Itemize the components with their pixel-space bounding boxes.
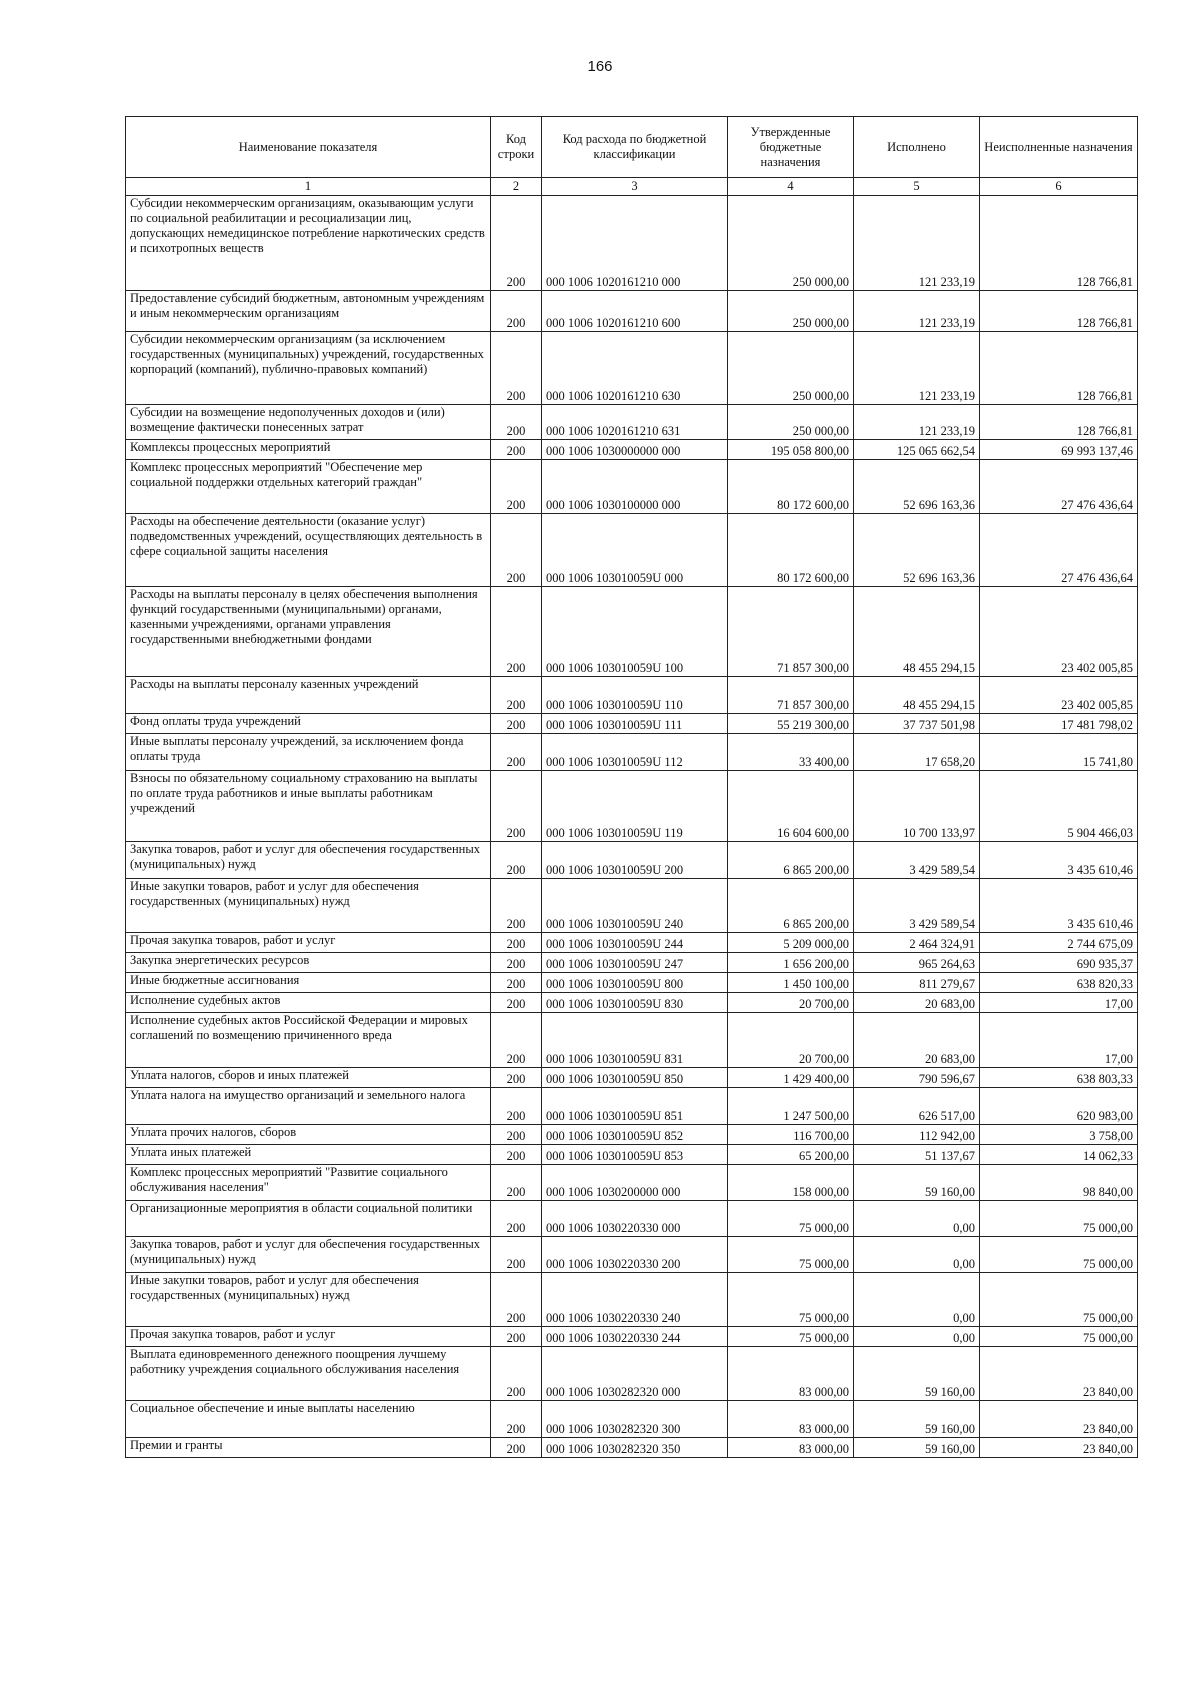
header-remaining: Неисполненные назначения (980, 117, 1138, 178)
line-code: 200 (491, 842, 542, 879)
indicator-name: Предоставление субсидий бюджетным, автономным учреждениям и иным некоммерческим организациям (126, 291, 491, 332)
header-executed: Исполнено (854, 117, 980, 178)
indicator-name: Уплата налогов, сборов и иных платежей (126, 1068, 491, 1088)
executed-amount: 48 455 294,15 (854, 587, 980, 677)
executed-amount: 10 700 133,97 (854, 771, 980, 842)
column-number: 4 (728, 178, 854, 196)
indicator-name: Иные закупки товаров, работ и услуг для обеспечения государственных (муниципальных) нужд (126, 1273, 491, 1327)
indicator-name: Уплата прочих налогов, сборов (126, 1125, 491, 1145)
remaining-amount: 23 840,00 (980, 1401, 1138, 1438)
table-row (126, 1145, 1138, 1165)
remaining-amount: 3 758,00 (980, 1125, 1138, 1145)
approved-amount: 1 656 200,00 (728, 953, 854, 973)
approved-amount: 75 000,00 (728, 1273, 854, 1327)
remaining-amount: 128 766,81 (980, 332, 1138, 405)
table-row (126, 933, 1138, 953)
remaining-amount: 5 904 466,03 (980, 771, 1138, 842)
budget-execution-table (125, 116, 1138, 1458)
budget-code: 000 1006 103010059U 111 (542, 714, 728, 734)
table-row (126, 440, 1138, 460)
indicator-name: Взносы по обязательному социальному страхованию на выплаты по оплате труда работников и иные выплаты работникам учреждений (126, 771, 491, 842)
executed-amount: 51 137,67 (854, 1145, 980, 1165)
executed-amount: 0,00 (854, 1201, 980, 1237)
remaining-amount: 98 840,00 (980, 1165, 1138, 1201)
budget-code: 000 1006 103010059U 800 (542, 973, 728, 993)
indicator-name: Иные бюджетные ассигнования (126, 973, 491, 993)
approved-amount: 65 200,00 (728, 1145, 854, 1165)
table-row (126, 1165, 1138, 1201)
page-number: 166 (587, 58, 613, 75)
executed-amount: 48 455 294,15 (854, 677, 980, 714)
remaining-amount: 75 000,00 (980, 1327, 1138, 1347)
budget-code: 000 1006 103010059U 851 (542, 1088, 728, 1125)
indicator-name: Социальное обеспечение и иные выплаты населению (126, 1401, 491, 1438)
indicator-name: Уплата иных платежей (126, 1145, 491, 1165)
approved-amount: 83 000,00 (728, 1438, 854, 1458)
executed-amount: 59 160,00 (854, 1438, 980, 1458)
budget-code: 000 1006 103010059U 240 (542, 879, 728, 933)
budget-code: 000 1006 1030100000 000 (542, 460, 728, 514)
header-indicator-name: Наименование показателя (126, 117, 491, 178)
line-code: 200 (491, 1237, 542, 1273)
indicator-name: Расходы на выплаты персоналу казенных учреждений (126, 677, 491, 714)
approved-amount: 6 865 200,00 (728, 879, 854, 933)
header-approved: Утвержденные бюджетные назначения (728, 117, 854, 178)
line-code: 200 (491, 440, 542, 460)
budget-code: 000 1006 1030220330 244 (542, 1327, 728, 1347)
remaining-amount: 3 435 610,46 (980, 879, 1138, 933)
line-code: 200 (491, 514, 542, 587)
remaining-amount: 27 476 436,64 (980, 460, 1138, 514)
approved-amount: 6 865 200,00 (728, 842, 854, 879)
budget-code: 000 1006 1030282320 350 (542, 1438, 728, 1458)
approved-amount: 5 209 000,00 (728, 933, 854, 953)
table-row (126, 953, 1138, 973)
executed-amount: 17 658,20 (854, 734, 980, 771)
indicator-name: Комплексы процессных мероприятий (126, 440, 491, 460)
line-code: 200 (491, 879, 542, 933)
table-header-row (126, 117, 1138, 178)
remaining-amount: 23 402 005,85 (980, 677, 1138, 714)
line-code: 200 (491, 1273, 542, 1327)
remaining-amount: 128 766,81 (980, 405, 1138, 440)
indicator-name: Исполнение судебных актов Российской Федерации и мировых соглашений по возмещению причиненного вреда (126, 1013, 491, 1068)
table-row (126, 1201, 1138, 1237)
budget-code: 000 1006 1030220330 240 (542, 1273, 728, 1327)
budget-code: 000 1006 103010059U 119 (542, 771, 728, 842)
remaining-amount: 23 402 005,85 (980, 587, 1138, 677)
approved-amount: 1 450 100,00 (728, 973, 854, 993)
remaining-amount: 17 481 798,02 (980, 714, 1138, 734)
budget-code: 000 1006 103010059U 110 (542, 677, 728, 714)
executed-amount: 59 160,00 (854, 1347, 980, 1401)
executed-amount: 121 233,19 (854, 291, 980, 332)
line-code: 200 (491, 1438, 542, 1458)
line-code: 200 (491, 332, 542, 405)
approved-amount: 1 247 500,00 (728, 1088, 854, 1125)
executed-amount: 121 233,19 (854, 405, 980, 440)
table-row (126, 1237, 1138, 1273)
line-code: 200 (491, 405, 542, 440)
executed-amount: 52 696 163,36 (854, 514, 980, 587)
table-row (126, 1088, 1138, 1125)
table-row (126, 1438, 1138, 1458)
budget-code: 000 1006 1020161210 600 (542, 291, 728, 332)
remaining-amount: 75 000,00 (980, 1237, 1138, 1273)
approved-amount: 250 000,00 (728, 405, 854, 440)
approved-amount: 250 000,00 (728, 332, 854, 405)
budget-code: 000 1006 1020161210 630 (542, 332, 728, 405)
line-code: 200 (491, 1327, 542, 1347)
budget-code: 000 1006 103010059U 247 (542, 953, 728, 973)
table-row (126, 405, 1138, 440)
indicator-name: Закупка товаров, работ и услуг для обеспечения государственных (муниципальных) нужд (126, 842, 491, 879)
line-code: 200 (491, 1088, 542, 1125)
indicator-name: Прочая закупка товаров, работ и услуг (126, 933, 491, 953)
table-row (126, 771, 1138, 842)
approved-amount: 158 000,00 (728, 1165, 854, 1201)
remaining-amount: 3 435 610,46 (980, 842, 1138, 879)
line-code: 200 (491, 973, 542, 993)
line-code: 200 (491, 993, 542, 1013)
approved-amount: 20 700,00 (728, 993, 854, 1013)
approved-amount: 250 000,00 (728, 196, 854, 291)
approved-amount: 250 000,00 (728, 291, 854, 332)
executed-amount: 37 737 501,98 (854, 714, 980, 734)
approved-amount: 75 000,00 (728, 1201, 854, 1237)
budget-code: 000 1006 1030000000 000 (542, 440, 728, 460)
remaining-amount: 75 000,00 (980, 1201, 1138, 1237)
line-code: 200 (491, 460, 542, 514)
executed-amount: 52 696 163,36 (854, 460, 980, 514)
budget-code: 000 1006 103010059U 100 (542, 587, 728, 677)
budget-code: 000 1006 1030282320 300 (542, 1401, 728, 1438)
remaining-amount: 14 062,33 (980, 1145, 1138, 1165)
line-code: 200 (491, 1068, 542, 1088)
indicator-name: Выплата единовременного денежного поощрения лучшему работнику учреждения социального обслуживания населения (126, 1347, 491, 1401)
executed-amount: 121 233,19 (854, 196, 980, 291)
line-code: 200 (491, 1125, 542, 1145)
approved-amount: 75 000,00 (728, 1237, 854, 1273)
line-code: 200 (491, 587, 542, 677)
budget-code: 000 1006 103010059U 853 (542, 1145, 728, 1165)
executed-amount: 3 429 589,54 (854, 842, 980, 879)
budget-code: 000 1006 103010059U 852 (542, 1125, 728, 1145)
table-row (126, 879, 1138, 933)
line-code: 200 (491, 734, 542, 771)
budget-code: 000 1006 103010059U 831 (542, 1013, 728, 1068)
indicator-name: Закупка энергетических ресурсов (126, 953, 491, 973)
remaining-amount: 128 766,81 (980, 196, 1138, 291)
remaining-amount: 690 935,37 (980, 953, 1138, 973)
approved-amount: 83 000,00 (728, 1347, 854, 1401)
approved-amount: 75 000,00 (728, 1327, 854, 1347)
executed-amount: 3 429 589,54 (854, 879, 980, 933)
indicator-name: Иные закупки товаров, работ и услуг для обеспечения государственных (муниципальных) нужд (126, 879, 491, 933)
budget-code: 000 1006 1030220330 200 (542, 1237, 728, 1273)
indicator-name: Субсидии на возмещение недополученных доходов и (или) возмещение фактически понесенных затрат (126, 405, 491, 440)
budget-code: 000 1006 103010059U 200 (542, 842, 728, 879)
approved-amount: 16 604 600,00 (728, 771, 854, 842)
table-row (126, 196, 1138, 291)
indicator-name: Комплекс процессных мероприятий "Развитие социального обслуживания населения" (126, 1165, 491, 1201)
line-code: 200 (491, 933, 542, 953)
line-code: 200 (491, 196, 542, 291)
indicator-name: Субсидии некоммерческим организациям (за исключением государственных (муниципальных) учреждений, государственных корпораций (компаний), публично-правовых компаний) (126, 332, 491, 405)
indicator-name: Уплата налога на имущество организаций и земельного налога (126, 1088, 491, 1125)
executed-amount: 811 279,67 (854, 973, 980, 993)
budget-code: 000 1006 1020161210 000 (542, 196, 728, 291)
line-code: 200 (491, 291, 542, 332)
line-code: 200 (491, 1145, 542, 1165)
executed-amount: 626 517,00 (854, 1088, 980, 1125)
approved-amount: 33 400,00 (728, 734, 854, 771)
executed-amount: 790 596,67 (854, 1068, 980, 1088)
remaining-amount: 75 000,00 (980, 1273, 1138, 1327)
approved-amount: 1 429 400,00 (728, 1068, 854, 1088)
line-code: 200 (491, 1013, 542, 1068)
table-row (126, 587, 1138, 677)
budget-code: 000 1006 103010059U 112 (542, 734, 728, 771)
indicator-name: Субсидии некоммерческим организациям, оказывающим услуги по социальной реабилитации и ресоциализации лиц, допускающих немедицинское потребление наркотических средств и психотропных веществ (126, 196, 491, 291)
line-code: 200 (491, 1401, 542, 1438)
remaining-amount: 638 803,33 (980, 1068, 1138, 1088)
approved-amount: 116 700,00 (728, 1125, 854, 1145)
table-row (126, 1125, 1138, 1145)
executed-amount: 59 160,00 (854, 1165, 980, 1201)
indicator-name: Прочая закупка товаров, работ и услуг (126, 1327, 491, 1347)
table-row (126, 842, 1138, 879)
indicator-name: Фонд оплаты труда учреждений (126, 714, 491, 734)
remaining-amount: 23 840,00 (980, 1347, 1138, 1401)
table-row (126, 734, 1138, 771)
column-number: 1 (126, 178, 491, 196)
approved-amount: 55 219 300,00 (728, 714, 854, 734)
table-row (126, 993, 1138, 1013)
executed-amount: 0,00 (854, 1327, 980, 1347)
line-code: 200 (491, 1165, 542, 1201)
table-row (126, 677, 1138, 714)
budget-code: 000 1006 1030200000 000 (542, 1165, 728, 1201)
line-code: 200 (491, 771, 542, 842)
table-row (126, 1273, 1138, 1327)
executed-amount: 121 233,19 (854, 332, 980, 405)
line-code: 200 (491, 1347, 542, 1401)
budget-code: 000 1006 103010059U 850 (542, 1068, 728, 1088)
line-code: 200 (491, 677, 542, 714)
indicator-name: Организационные мероприятия в области социальной политики (126, 1201, 491, 1237)
remaining-amount: 17,00 (980, 1013, 1138, 1068)
indicator-name: Комплекс процессных мероприятий "Обеспечение мер социальной поддержки отдельных категорий граждан" (126, 460, 491, 514)
indicator-name: Закупка товаров, работ и услуг для обеспечения государственных (муниципальных) нужд (126, 1237, 491, 1273)
executed-amount: 0,00 (854, 1273, 980, 1327)
executed-amount: 2 464 324,91 (854, 933, 980, 953)
approved-amount: 195 058 800,00 (728, 440, 854, 460)
budget-code: 000 1006 1020161210 631 (542, 405, 728, 440)
header-line-code: Код строки (491, 117, 542, 178)
remaining-amount: 17,00 (980, 993, 1138, 1013)
table-row (126, 1013, 1138, 1068)
table-row (126, 291, 1138, 332)
budget-code: 000 1006 103010059U 830 (542, 993, 728, 1013)
table-body (126, 196, 1138, 1458)
remaining-amount: 620 983,00 (980, 1088, 1138, 1125)
approved-amount: 71 857 300,00 (728, 587, 854, 677)
line-code: 200 (491, 953, 542, 973)
executed-amount: 20 683,00 (854, 1013, 980, 1068)
table-row (126, 1327, 1138, 1347)
table-row (126, 332, 1138, 405)
column-number: 5 (854, 178, 980, 196)
executed-amount: 20 683,00 (854, 993, 980, 1013)
line-code: 200 (491, 714, 542, 734)
approved-amount: 20 700,00 (728, 1013, 854, 1068)
table-row (126, 1347, 1138, 1401)
indicator-name: Расходы на обеспечение деятельности (оказание услуг) подведомственных учреждений, осуществляющих деятельность в сфере социальной защиты населения (126, 514, 491, 587)
executed-amount: 59 160,00 (854, 1401, 980, 1438)
indicator-name: Расходы на выплаты персоналу в целях обеспечения выполнения функций государственными (муниципальными) органами, казенными учреждениями, органами управления государственными внебюджетными фондами (126, 587, 491, 677)
column-number: 6 (980, 178, 1138, 196)
remaining-amount: 2 744 675,09 (980, 933, 1138, 953)
executed-amount: 125 065 662,54 (854, 440, 980, 460)
remaining-amount: 128 766,81 (980, 291, 1138, 332)
executed-amount: 0,00 (854, 1237, 980, 1273)
column-number: 3 (542, 178, 728, 196)
remaining-amount: 27 476 436,64 (980, 514, 1138, 587)
line-code: 200 (491, 1201, 542, 1237)
indicator-name: Исполнение судебных актов (126, 993, 491, 1013)
table-row (126, 973, 1138, 993)
budget-code: 000 1006 103010059U 000 (542, 514, 728, 587)
indicator-name: Премии и гранты (126, 1438, 491, 1458)
budget-code: 000 1006 1030220330 000 (542, 1201, 728, 1237)
header-budget-code: Код расхода по бюджетной классификации (542, 117, 728, 178)
approved-amount: 80 172 600,00 (728, 460, 854, 514)
approved-amount: 80 172 600,00 (728, 514, 854, 587)
remaining-amount: 638 820,33 (980, 973, 1138, 993)
table-row (126, 514, 1138, 587)
table-row (126, 460, 1138, 514)
table-row (126, 714, 1138, 734)
remaining-amount: 15 741,80 (980, 734, 1138, 771)
remaining-amount: 69 993 137,46 (980, 440, 1138, 460)
remaining-amount: 23 840,00 (980, 1438, 1138, 1458)
column-number: 2 (491, 178, 542, 196)
approved-amount: 71 857 300,00 (728, 677, 854, 714)
column-number-row (126, 178, 1138, 196)
executed-amount: 965 264,63 (854, 953, 980, 973)
budget-code: 000 1006 103010059U 244 (542, 933, 728, 953)
table-row (126, 1068, 1138, 1088)
indicator-name: Иные выплаты персоналу учреждений, за исключением фонда оплаты труда (126, 734, 491, 771)
table-row (126, 1401, 1138, 1438)
approved-amount: 83 000,00 (728, 1401, 854, 1438)
executed-amount: 112 942,00 (854, 1125, 980, 1145)
budget-code: 000 1006 1030282320 000 (542, 1347, 728, 1401)
